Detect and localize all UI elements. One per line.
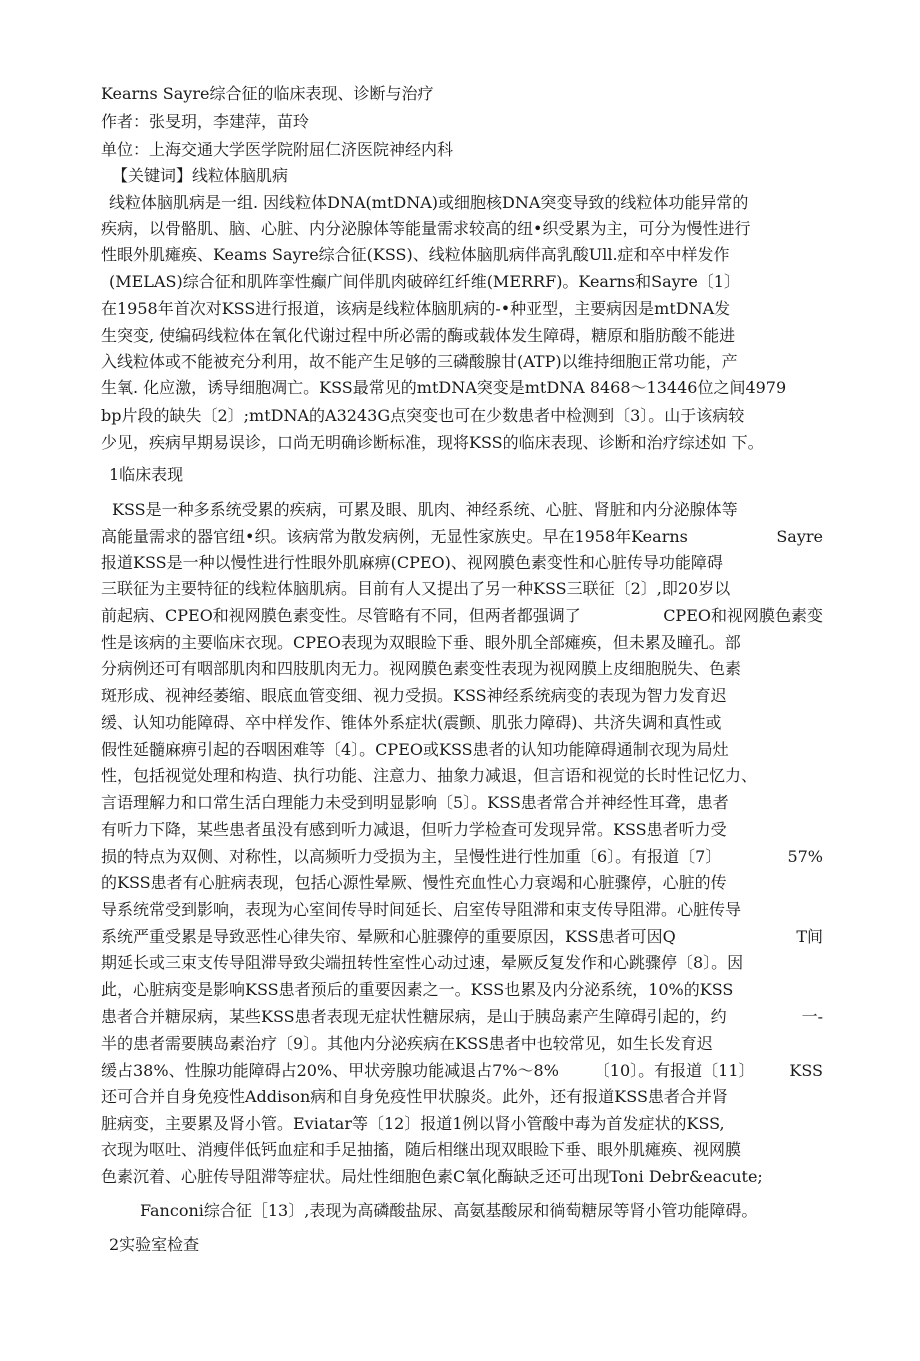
intro-line: 入线粒体或不能被充分利用，故不能产生足够的三磷酸腺甘(ATP)以维持细胞正常功能，产 xyxy=(101,352,738,371)
body-line: 期延长或三束支传导阻滞导致尖端扭转性室性心动过速，晕厥反复发作和心跳骤停〔8〕。因 xyxy=(101,953,744,972)
body-line: 三联征为主要特征的线粒体脑肌病。目前有人又提出了另一种KSS三联征〔2〕,即20岁以 xyxy=(101,579,731,598)
body-line: 色素沉着、心脏传导阻滞等症状。局灶性细胞色素C氧化酶缺乏还可出现Toni Debr&eacute; xyxy=(101,1167,763,1186)
body-line: KSS是一种多系统受累的疾病，可累及眼、肌肉、神经系统、心脏、肾脏和内分泌腺体等 xyxy=(112,500,738,519)
body-line xyxy=(101,847,823,867)
section-heading: 2实验室检查 xyxy=(109,1235,200,1254)
body-line xyxy=(101,1007,823,1027)
body-line: 分病例还可有咽部肌肉和四肢肌肉无力。视网膜色素变性表现为视网膜上皮细胞脱失、色素 xyxy=(101,659,742,678)
section-heading: 1临床表现 xyxy=(109,465,184,484)
body-text: CPEO和视网膜色素变 xyxy=(663,606,823,625)
body-line: 有听力下降，某些患者虽没有感到听力减退，但听力学检查可发现异常。KSS患者听力受 xyxy=(101,820,727,839)
intro-line: 性眼外肌瘫痪、Keams Sayre综合征(KSS)、线粒体脑肌病伴高乳酸Ull.症和卒中样发作 xyxy=(101,245,730,264)
body-text: T间 xyxy=(796,927,823,946)
authors: 作者：张旻玥，李建萍，苗玲 xyxy=(101,112,310,131)
article-title: Kearns Sayre综合征的临床表现、诊断与治疗 xyxy=(101,84,434,103)
intro-line: 在1958年首次对KSS进行报道，该病是线粒体脑肌病的-•种亚型，主要病因是mtDNA发 xyxy=(101,299,731,318)
body-line: 假性延髓麻痹引起的吞咽困难等〔4〕。CPEO或KSS患者的认知功能障碍通制衣现为局灶 xyxy=(101,740,729,759)
intro-line: 少见，疾病早期易误诊，口尚无明确诊断标准，现将KSS的临床表现、诊断和治疗综述如 下。 xyxy=(101,433,764,452)
body-line: 脏病变，主要累及肾小管。Eviatar等〔12〕报道1例以肾小管酸中毒为首发症状的KSS, xyxy=(101,1114,725,1133)
body-line: 半的患者需要胰岛素治疗〔9〕。其他内分泌疾病在KSS患者中也较常见，如生长发育迟 xyxy=(101,1034,713,1053)
body-line: 性是该病的主要临床衣现。CPEO表现为双眼睑下垂、眼外肌全部瘫痪，但未累及瞳孔。部 xyxy=(101,633,741,652)
affiliation: 单位：上海交通大学医学院附屈仁济医院神经内科 xyxy=(101,140,454,159)
body-text: 〔10〕。有报道〔11〕 xyxy=(593,1061,755,1080)
body-text: 57% xyxy=(787,847,823,866)
body-line: 衣现为呕吐、消瘦伴低钙血症和手足抽搐，随后相继出现双眼睑下垂、眼外肌瘫痪、视网膜 xyxy=(101,1140,742,1159)
body-text: Sayre xyxy=(776,527,823,546)
body-text: KSS xyxy=(789,1061,823,1080)
body-text: 高能量需求的器官纽•织。该病常为散发病例，无显性家族史。早在1958年Kearns xyxy=(101,527,688,546)
body-line: 报道KSS是一种以慢性进行性眼外肌麻痹(CPEO)、视网膜色素变性和心脏传导功能障碍 xyxy=(101,553,723,572)
intro-line: (MELAS)综合征和肌阵挛性癫广间伴肌肉破碎红纤维(MERRF)。Kearns和Sayre〔1〕 xyxy=(109,272,740,291)
body-line: 缓、认知功能障碍、卒中样发作、锥体外系症状(震颤、肌张力障碍)、共济失调和真性或 xyxy=(101,713,722,732)
body-line: 还可合并自身免疫性Addison病和自身免疫性甲状腺炎。此外，还有报道KSS患者合并肾 xyxy=(101,1087,728,1106)
intro-line: 疾病，以骨骼肌、脑、心脏、内分泌腺体等能量需求较高的纽•织受累为主，可分为慢性进行 xyxy=(101,219,751,238)
body-line: 言语理解力和口常生活白理能力未受到明显影响〔5〕。KSS患者常合并神经性耳聋，患者 xyxy=(101,793,729,812)
body-line xyxy=(101,1061,823,1081)
intro-line: 线粒体脑肌病是一组. 因线粒体DNA(mtDNA)或细胞核DNA突变导致的线粒体功能异常的 xyxy=(109,193,749,212)
intro-line: 生突变, 使编码线粒体在氧化代谢过程中所必需的酶或载体发生障碍，糖原和脂肪酸不能进 xyxy=(101,326,736,345)
body-text: 缓占38%、性腺功能障碍占20%、甲状旁腺功能减退占7%～8% xyxy=(101,1061,559,1080)
keywords: 【关键词】线粒体脑肌病 xyxy=(112,166,289,185)
body-text: 系统严重受累是导致恶性心律失帘、晕厥和心脏骤停的重要原因，KSS患者可因Q xyxy=(101,927,676,946)
body-line: 此，心脏病变是影响KSS患者预后的重要因素之一。KSS也累及内分泌系统，10%的KSS xyxy=(101,980,734,999)
body-line xyxy=(101,527,823,547)
body-line: 导系统常受到影响，表现为心室间传导时间延长、启室传导阻滞和束支传导阻滞。心脏传导 xyxy=(101,900,742,919)
body-line xyxy=(101,606,823,626)
body-line: 斑形成、视神经萎缩、眼底血管变细、视力受损。KSS神经系统病变的表现为智力发育迟 xyxy=(101,686,727,705)
body-text: 患者合并糖尿病，某些KSS患者表现无症状性糖尿病，是山于胰岛素产生障碍引起的，约 xyxy=(101,1007,727,1026)
body-line: Fanconi综合征［13〕,表现为高磷酸盐尿、高氨基酸尿和徜萄糖尿等肾小管功能障碍。 xyxy=(140,1201,758,1220)
body-text: 一- xyxy=(801,1007,823,1026)
body-text: 损的特点为双侧、对称性，以高频听力受损为主，呈慢性进行性加重〔6〕。有报道〔7〕 xyxy=(101,847,722,866)
intro-line: 生氧. 化应激，诱导细胞凋亡。KSS最常见的mtDNA突变是mtDNA 8468～13446位之间4979 xyxy=(101,378,787,397)
body-text: 前起病、CPEO和视网膜色素变性。尽管略有不同，但两者都强调了 xyxy=(101,606,581,625)
body-line xyxy=(101,927,823,947)
body-line: 性，包括视觉处理和构造、执行功能、注意力、抽象力减退，但言语和视觉的长时性记忆力、 xyxy=(101,766,758,785)
intro-line: bp片段的缺失〔2〕;mtDNA的A3243G点突变也可在少数患者中检测到〔3〕。山于该病较 xyxy=(101,406,745,425)
body-line: 的KSS患者有心脏病表现，包括心源性晕厥、慢性充血性心力衰竭和心脏骤停，心脏的传 xyxy=(101,873,727,892)
